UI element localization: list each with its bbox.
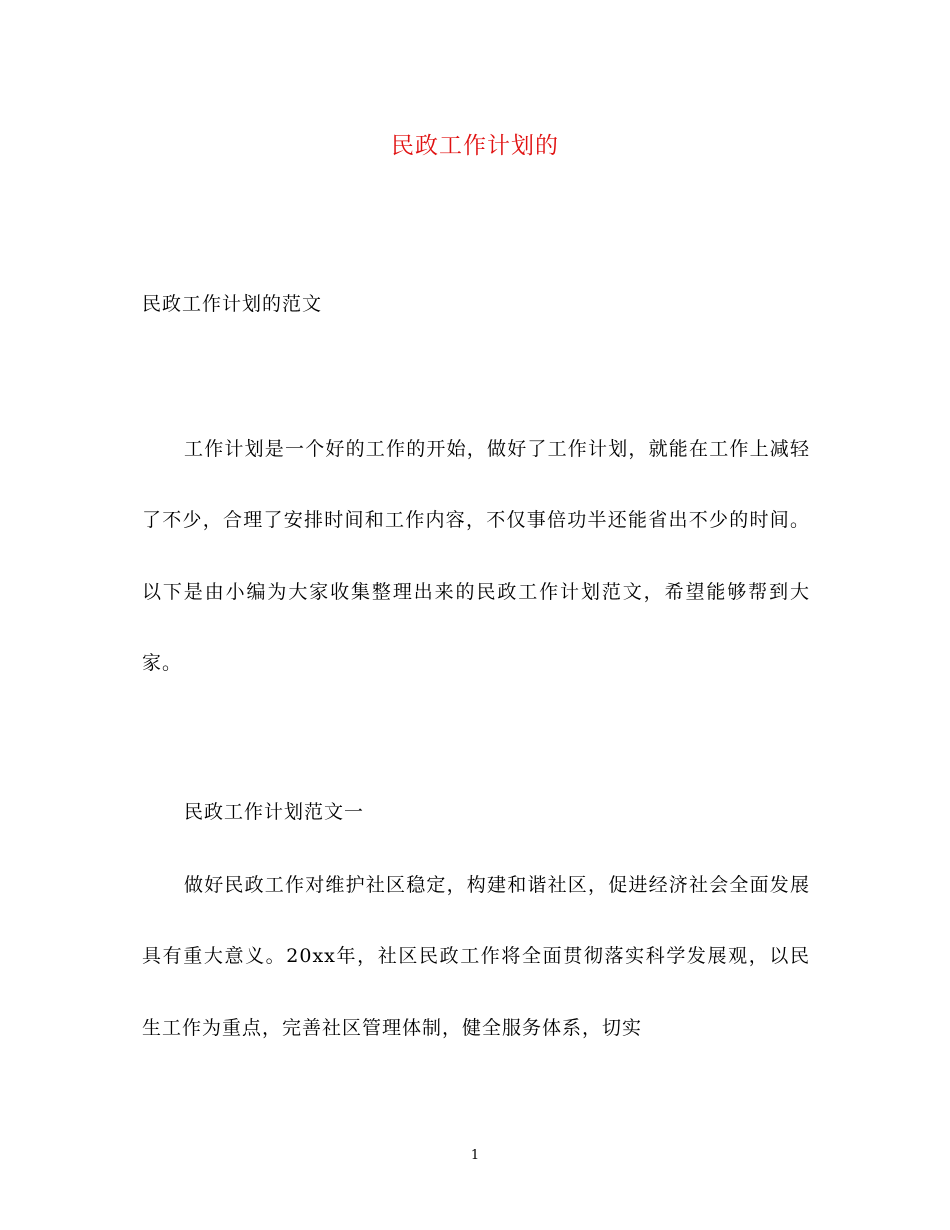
document-title: 民政工作计划的 — [391, 133, 559, 159]
section-paragraph: 做好民政工作对维护社区稳定，构建和谐社区，促进经济社会全面发展具有重大意义。20xx年，社区民政工作将全面贯彻落实科学发展观，以民生工作为重点，完善社区管理体制，健全服务体系，切实 — [142, 874, 810, 1039]
section-heading: 民政工作计划范文一 — [184, 801, 365, 823]
document-subtitle: 民政工作计划的范文 — [142, 293, 323, 315]
page-number: 1 — [470, 1148, 480, 1163]
intro-paragraph: 工作计划是一个好的工作的开始，做好了工作计划，就能在工作上减轻了不少，合理了安排时间和工作内容，不仅事倍功半还能省出不少的时间。以下是由小编为大家收集整理出来的民政工作计划范文，希望能够帮到大家。 — [142, 438, 810, 674]
